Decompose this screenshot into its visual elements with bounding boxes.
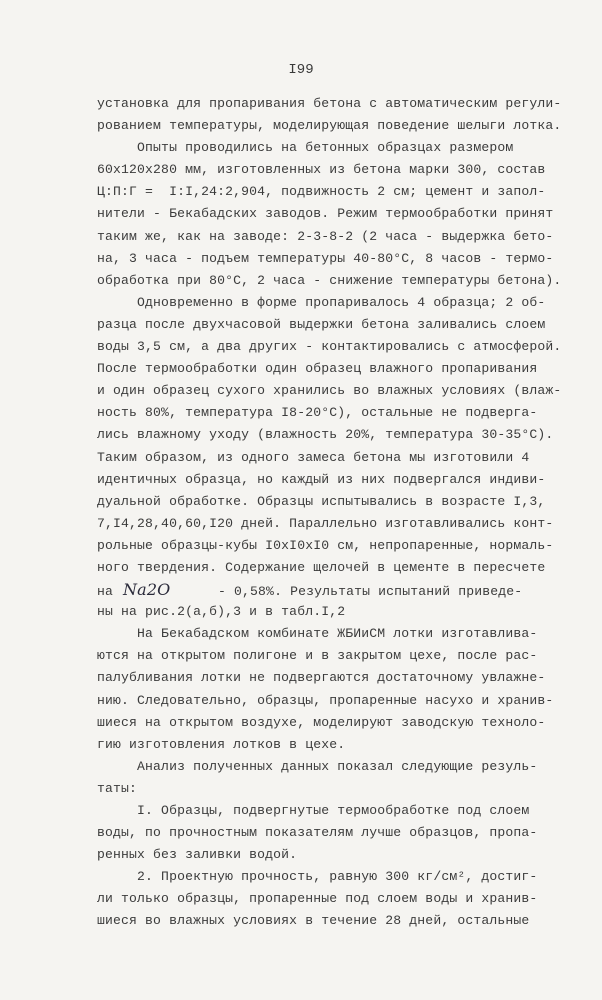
text-line: воды 3,5 см, а два других - контактировались с атмосферой. [97,339,562,355]
text-line: нители - Бекабадских заводов. Режим термообработки принят [97,206,554,222]
text-line: палубливания лотки не подвергаются достаточному увлажне- [97,670,546,686]
text-fragment: - 0,58%. Результаты испытаний приведе- [218,584,523,600]
text-line: I. Образцы, подвергнутые термообработке под слоем [97,803,530,818]
text-line: обработка при 80°С, 2 часа - снижение температуры бетона). [97,272,562,288]
text-fragment: на [97,584,114,600]
text-line: Одновременно в форме пропаривалось 4 образца; 2 об- [97,294,546,310]
text-line: нию. Следовательно, образцы, пропаренные насухо и хранив- [97,692,554,708]
text-line: 2. Проектную прочность, равную 300 кг/см², достиг- [97,869,538,885]
text-line: шиеся во влажных условиях в течение 28 дней, остальные [97,913,530,929]
text-line: и один образец сухого хранились во влажных условиях (влаж- [97,383,562,399]
text-line: идентичных образца, но каждый из них подвергался индиви- [97,471,546,487]
text-line: Ц:П:Г = I:I,24:2,904, подвижность 2 см; цемент и запол- [97,184,546,200]
text-line: рованием температуры, моделирующая поведение шелыги лотка. [97,118,562,134]
text-line: Таким образом, из одного замеса бетона мы изготовили 4 [97,449,530,465]
text-line: рольные образцы-кубы I0хI0хI0 см, непропаренные, нормаль- [97,537,554,553]
text-line: ность 80%, температура I8-20°С), остальные не подверга- [97,405,538,421]
text-line: На Бекабадском комбинате ЖБИиСМ лотки изготавлива- [97,626,538,642]
text-line: ного твердения. Содержание щелочей в цементе в пересчете [97,559,546,575]
document-body [97,93,561,933]
text-line: установка для пропаривания бетона с автоматическим регули- [97,96,562,111]
text-line: 7,I4,28,40,60,I20 дней. Параллельно изготавливались конт- [97,515,554,531]
text-line: ли только образцы, пропаренные под слоем воды и хранив- [97,891,538,907]
text-line: После термообработки один образец влажного пропаривания [97,361,538,377]
text-line: на, 3 часа - подъем температуры 40-80°С, 8 часов - термо- [97,250,554,266]
handwritten-formula: Na2O [123,580,171,600]
text-line: ются на открытом полигоне и в закрытом цехе, после рас- [97,648,538,664]
text-line: шиеся на открытом воздухе, моделируют заводскую техноло- [97,714,546,730]
text-line: воды, по прочностным показателям лучше образцов, пропа- [97,825,538,841]
text-line: Анализ полученных данных показал следующие резуль- [97,758,538,774]
text-line: ренных без заливки водой. [97,847,298,863]
text-line-na2o [97,579,561,601]
page-number: I99 [288,62,314,78]
text-line: гию изготовления лотков в цехе. [97,736,346,752]
text-line: дуальной обработке. Образцы испытывались в возрасте I,3, [97,493,546,509]
text-line: таким же, как на заводе: 2-3-8-2 (2 часа - выдержка бето- [97,228,554,244]
text-line: лись влажному уходу (влажность 20%, температура 30-35°С). [97,427,554,443]
text-line: Опыты проводились на бетонных образцах размером [97,140,514,156]
text-line: 60х120х280 мм, изготовленных из бетона марки 300, состав [97,162,546,178]
text-line: ны на рис.2(а,б),3 и в табл.I,2 [97,604,346,620]
text-line: таты: [97,780,138,796]
text-line: разца после двухчасовой выдержки бетона заливались слоем [97,316,546,332]
